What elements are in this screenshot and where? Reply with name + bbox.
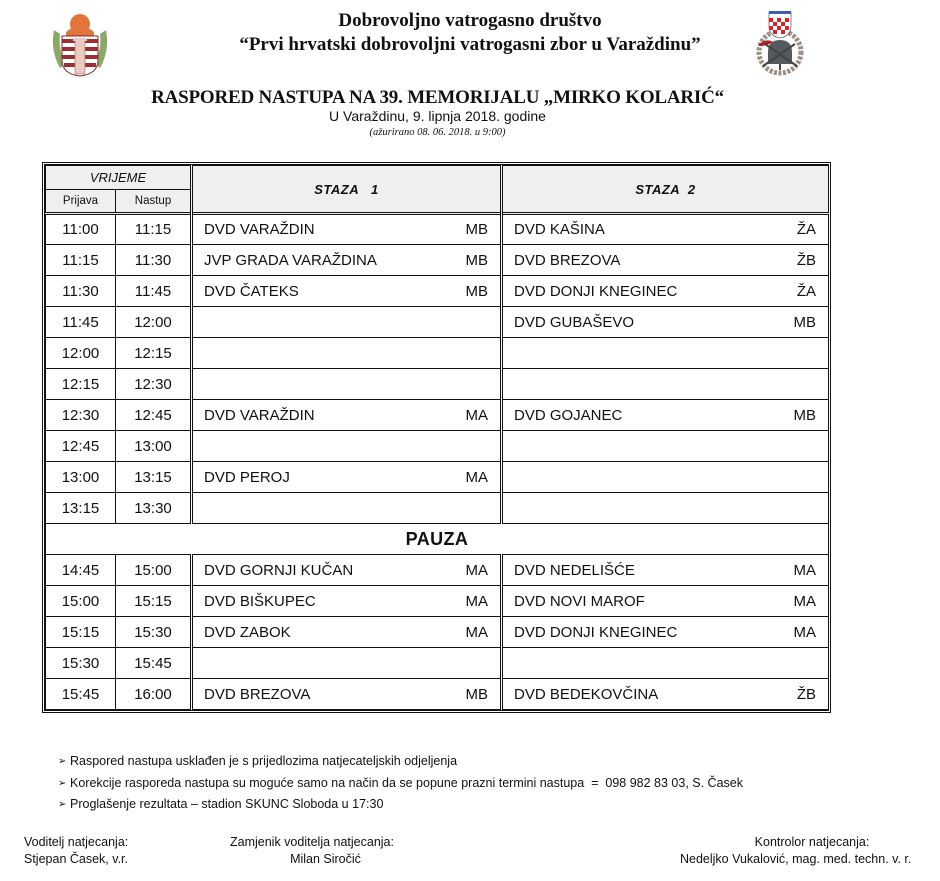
nastup-time — [116, 679, 192, 710]
staza-1-cell — [192, 338, 502, 369]
nastup-time-text: 15:30 — [134, 623, 172, 641]
team-name: DVD ČATEKS — [204, 282, 299, 300]
schedule-rows-before-pauza — [46, 214, 829, 524]
prijava-time-text: 15:00 — [61, 592, 100, 610]
team-name: JVP GRADA VARAŽDINA — [204, 251, 377, 269]
nastup-time — [116, 245, 192, 276]
team-name: DVD PEROJ — [204, 468, 290, 486]
staza-2-cell — [502, 245, 829, 276]
nastup-time — [116, 617, 192, 648]
nastup-time-text: 13:00 — [134, 437, 172, 455]
team-name: DVD NOVI MAROF — [514, 592, 645, 610]
team-category: ŽB — [796, 251, 816, 269]
header-staza-1: STAZA 1 — [192, 166, 502, 214]
staza-2-cell — [502, 555, 829, 586]
nastup-time-text: 16:00 — [134, 685, 172, 703]
staza-2-cell — [502, 679, 829, 710]
signature-role: Zamjenik voditelja natjecanja: — [230, 835, 394, 849]
signature-controller — [680, 834, 920, 868]
note-item — [58, 751, 743, 773]
nastup-time — [116, 400, 192, 431]
team-name: DVD BREZOVA — [514, 251, 621, 269]
signature-competition-leader — [24, 834, 128, 868]
staza-2-cell — [502, 648, 829, 679]
staza-2-cell — [502, 307, 829, 338]
nastup-time — [116, 586, 192, 617]
team-category: MA — [465, 406, 488, 424]
team-category: ŽB — [796, 685, 816, 703]
staza-2-cell — [502, 369, 829, 400]
table-row — [46, 555, 829, 586]
prijava-time-text: 12:15 — [61, 375, 100, 393]
prijava-time-text: 11:45 — [62, 313, 99, 331]
team-name: DVD DONJI KNEGINEC — [514, 282, 678, 300]
prijava-time-text: 15:30 — [61, 654, 100, 672]
staza-1-cell — [192, 586, 502, 617]
staza-2-cell — [502, 400, 829, 431]
signature-name: Nedeljko Vukalović, mag. med. techn. v. r. — [680, 852, 912, 866]
table-row — [46, 214, 829, 245]
team-name: DVD BEDEKOVČINA — [514, 685, 659, 703]
staza-2-cell — [502, 462, 829, 493]
arrow-bullet-icon: ➢ — [58, 799, 67, 810]
staza-1-cell — [192, 431, 502, 462]
team-name: DVD KAŠINA — [514, 221, 605, 238]
table-row — [46, 617, 829, 648]
team-category: MA — [465, 592, 488, 610]
table-row — [46, 462, 829, 493]
prijava-time — [46, 648, 116, 679]
team-category: MA — [793, 561, 816, 579]
notes-list — [58, 751, 743, 816]
staza-2-cell — [502, 214, 829, 245]
nastup-time — [116, 431, 192, 462]
staza-1-cell — [192, 369, 502, 400]
table-row — [46, 493, 829, 524]
signature-role: Voditelj natjecanja: — [24, 835, 129, 849]
prijava-time — [46, 493, 116, 524]
table-row — [46, 400, 829, 431]
team-name: DVD BREZOVA — [204, 685, 311, 703]
note-text: Proglašenje rezultata – stadion SKUNC Sloboda u 17:30 — [70, 797, 384, 811]
team-name: DVD BIŠKUPEC — [204, 592, 316, 610]
nastup-time-text: 11:15 — [134, 221, 172, 238]
firefighter-emblem-icon — [743, 8, 817, 76]
staza-2-cell — [502, 617, 829, 648]
table-row — [46, 648, 829, 679]
table-row — [46, 679, 829, 710]
team-category: MB — [793, 313, 816, 331]
staza-1-cell — [192, 462, 502, 493]
nastup-time — [116, 555, 192, 586]
organization-name: Dobrovoljno vatrogasno društvo — [338, 10, 602, 31]
team-category: MA — [465, 468, 488, 486]
signature-name: Milan Siročić — [290, 852, 361, 866]
pauza-label: PAUZA — [46, 524, 829, 555]
team-category: MB — [465, 251, 488, 269]
nastup-time-text: 12:45 — [134, 406, 172, 424]
prijava-time — [46, 679, 116, 710]
table-row — [46, 307, 829, 338]
prijava-time-text: 12:30 — [61, 406, 100, 424]
nastup-time-text: 13:15 — [134, 468, 172, 486]
prijava-time-text: 13:15 — [61, 499, 100, 517]
prijava-time-text: 14:45 — [61, 561, 100, 579]
nastup-time-text: 15:00 — [134, 561, 172, 579]
prijava-time — [46, 369, 116, 400]
team-name: DVD VARAŽDIN — [204, 406, 315, 424]
updated-timestamp: (ažurirano 08. 06. 2018. u 9:00) — [369, 127, 506, 138]
nastup-time-text: 13:30 — [134, 499, 172, 517]
nastup-time-text: 15:15 — [134, 592, 172, 610]
note-text: Korekcije rasporeda nastupa su moguće samo na način da se popune prazni termini nastupa = 098 982 83 03, S. Časek — [70, 775, 743, 790]
pauza-row — [46, 524, 829, 555]
prijava-time — [46, 214, 116, 245]
nastup-time-text: 11:30 — [134, 251, 172, 269]
prijava-time — [46, 276, 116, 307]
nastup-time-text: 12:30 — [134, 375, 172, 393]
table-row — [46, 586, 829, 617]
prijava-time — [46, 586, 116, 617]
staza-2-cell — [502, 431, 829, 462]
prijava-time — [46, 245, 116, 276]
team-category: MA — [793, 623, 816, 641]
event-location-date: U Varaždinu, 9. lipnja 2018. godine — [329, 108, 546, 124]
note-text: Raspored nastupa usklađen je s prijedlozima natjecateljskih odjeljenja — [70, 754, 458, 768]
nastup-time — [116, 462, 192, 493]
header-staza-2: STAZA 2 — [502, 166, 829, 214]
staza-1-cell — [192, 214, 502, 245]
nastup-time-text: 12:00 — [134, 313, 172, 331]
team-category: MA — [465, 623, 488, 641]
schedule-rows-after-pauza — [46, 555, 829, 710]
prijava-time — [46, 617, 116, 648]
prijava-time-text: 11:00 — [62, 221, 99, 238]
prijava-time-text: 12:00 — [61, 344, 100, 362]
table-row — [46, 369, 829, 400]
staza-1-cell — [192, 555, 502, 586]
team-name: DVD ZABOK — [204, 623, 291, 641]
prijava-time-text: 11:30 — [62, 282, 99, 300]
team-category: MB — [465, 282, 488, 300]
organization-full-name: “Prvi hrvatski dobrovoljni vatrogasni zbor u Varaždinu” — [239, 34, 701, 55]
team-name: DVD NEDELIŠĆE — [514, 561, 635, 579]
staza-1-cell — [192, 276, 502, 307]
signature-name: Stjepan Časek, v.r. — [24, 852, 128, 866]
prijava-time — [46, 555, 116, 586]
signature-deputy-leader — [230, 834, 415, 868]
prijava-time-text: 15:45 — [61, 685, 100, 703]
prijava-time — [46, 400, 116, 431]
team-category: MB — [465, 685, 488, 703]
header-prijava: Prijava — [46, 190, 116, 214]
team-name: DVD GUBAŠEVO — [514, 313, 635, 331]
nastup-time — [116, 369, 192, 400]
staza-1-cell — [192, 648, 502, 679]
prijava-time-text: 13:00 — [61, 468, 100, 486]
prijava-time — [46, 431, 116, 462]
prijava-time-text: 15:15 — [61, 623, 100, 641]
header-vrijeme: VRIJEME — [46, 166, 192, 190]
nastup-time-text: 11:45 — [134, 282, 172, 300]
team-name: DVD DONJI KNEGINEC — [514, 623, 678, 641]
nastup-time — [116, 648, 192, 679]
team-category: MB — [793, 406, 816, 424]
team-name: DVD GOJANEC — [514, 406, 623, 424]
team-category: MA — [793, 592, 816, 610]
staza-2-cell — [502, 338, 829, 369]
prijava-time — [46, 307, 116, 338]
arrow-bullet-icon: ➢ — [58, 777, 67, 789]
prijava-time-text: 11:15 — [62, 251, 99, 269]
nastup-time — [116, 493, 192, 524]
nastup-time — [116, 338, 192, 369]
prijava-time — [46, 462, 116, 493]
staza-1-cell — [192, 617, 502, 648]
prijava-time-text: 12:45 — [61, 437, 100, 455]
note-item — [58, 773, 743, 795]
team-category: MA — [465, 561, 488, 579]
nastup-time-text: 15:45 — [134, 654, 172, 672]
note-item — [58, 794, 743, 816]
staza-1-cell — [192, 400, 502, 431]
staza-1-cell — [192, 679, 502, 710]
nastup-time-text: 12:15 — [134, 344, 172, 362]
team-category: MB — [465, 221, 488, 238]
nastup-time — [116, 307, 192, 338]
header-nastup: Nastup — [116, 190, 192, 214]
staza-2-cell — [502, 586, 829, 617]
schedule-table — [42, 162, 831, 713]
team-category: ŽA — [796, 221, 816, 238]
staza-1-cell — [192, 245, 502, 276]
table-row — [46, 338, 829, 369]
team-category: ŽA — [796, 282, 816, 300]
table-row — [46, 245, 829, 276]
team-name: DVD GORNJI KUČAN — [204, 561, 354, 579]
prijava-time — [46, 338, 116, 369]
staza-2-cell — [502, 276, 829, 307]
staza-1-cell — [192, 307, 502, 338]
table-row — [46, 431, 829, 462]
document-header — [0, 0, 940, 150]
nastup-time — [116, 214, 192, 245]
staza-2-cell — [502, 493, 829, 524]
nastup-time — [116, 276, 192, 307]
staza-1-cell — [192, 493, 502, 524]
arrow-bullet-icon: ➢ — [58, 756, 67, 767]
team-name: DVD VARAŽDIN — [204, 221, 315, 238]
signature-role: Kontrolor natjecanja: — [754, 835, 870, 849]
table-row — [46, 276, 829, 307]
page-title: RASPORED NASTUPA NA 39. MEMORIJALU „MIRKO KOLARIĆ“ — [151, 87, 724, 108]
